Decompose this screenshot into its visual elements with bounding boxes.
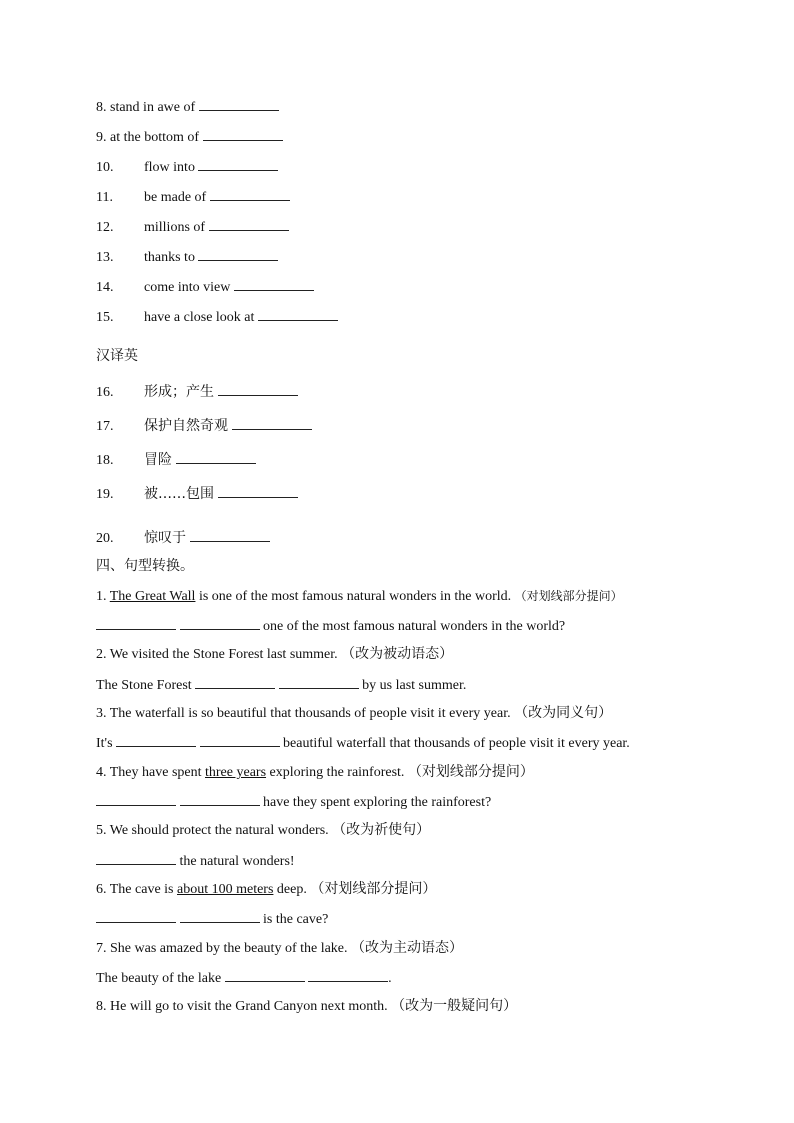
underlined-part: about 100 meters <box>177 882 274 897</box>
answer-blank[interactable] <box>198 157 278 171</box>
phrase-text: thanks to <box>144 250 195 265</box>
question-text: They have spent <box>109 765 202 780</box>
question-number: 8. <box>96 999 107 1014</box>
question-number: 5. <box>96 823 107 838</box>
answer-text: by us last summer. <box>362 678 467 693</box>
phrase-text: be made of <box>144 190 207 205</box>
phrase-item <box>96 484 298 504</box>
underlined-part: The Great Wall <box>109 589 196 604</box>
answer-text: . <box>388 971 392 986</box>
question-3 <box>96 704 612 723</box>
phrase-item <box>96 157 278 177</box>
phrase-text: at the bottom of <box>110 130 200 145</box>
phrase-text: millions of <box>144 220 206 235</box>
underlined-part: three years <box>205 765 267 780</box>
item-number: 8. <box>96 100 107 115</box>
item-number: 17. <box>96 419 114 434</box>
answer-blank[interactable] <box>218 484 298 498</box>
item-number: 13. <box>96 250 114 265</box>
item-number: 11. <box>96 190 113 205</box>
question-number: 6. <box>96 882 107 897</box>
question-text: We visited the Stone Forest last summer. <box>109 647 338 662</box>
instruction: （改为祈使句） <box>332 822 431 838</box>
answer-text: one of the most famous natural wonders in the world? <box>263 619 566 634</box>
phrase-item <box>96 416 312 436</box>
question-text: The waterfall is so beautiful that thousands of people visit it every year. <box>109 706 511 721</box>
answer-blank[interactable] <box>279 675 359 689</box>
answer-blank[interactable] <box>176 450 256 464</box>
answer-blank[interactable] <box>199 97 279 111</box>
answer-blank[interactable] <box>116 733 196 747</box>
phrase-item <box>96 217 289 237</box>
phrase-text: come into view <box>144 280 231 295</box>
answer-blank[interactable] <box>234 277 314 291</box>
answer-blank[interactable] <box>308 968 388 982</box>
question-text: is one of the most famous natural wonders in the world. <box>198 589 512 604</box>
answer-blank[interactable] <box>203 127 283 141</box>
answer-text: beautiful waterfall that thousands of people visit it every year. <box>283 736 630 751</box>
answer-blank[interactable] <box>218 382 298 396</box>
phrase-text: have a close look at <box>144 310 255 325</box>
question-number: 7. <box>96 941 107 956</box>
answer-blank[interactable] <box>180 909 260 923</box>
answer-blank[interactable] <box>96 616 176 630</box>
instruction: （改为同义句） <box>514 705 613 721</box>
item-number: 19. <box>96 487 114 502</box>
question-2 <box>96 645 453 664</box>
phrase-item <box>96 450 256 470</box>
answer-line-5 <box>96 851 295 871</box>
answer-line-4 <box>96 792 491 812</box>
question-4 <box>96 763 534 782</box>
question-8 <box>96 997 517 1016</box>
answer-blank[interactable] <box>180 616 260 630</box>
answer-text: The beauty of the lake <box>96 971 222 986</box>
instruction: （改为主动语态） <box>351 940 464 956</box>
answer-line-7 <box>96 968 392 988</box>
item-number: 20. <box>96 531 114 546</box>
question-text: We should protect the natural wonders. <box>109 823 329 838</box>
answer-line-3 <box>96 733 630 753</box>
item-number: 12. <box>96 220 114 235</box>
section-heading-sentence-transformation: 四、句型转换。 <box>96 558 194 574</box>
question-number: 2. <box>96 647 107 662</box>
item-number: 9. <box>96 130 107 145</box>
answer-text: The Stone Forest <box>96 678 192 693</box>
item-number: 16. <box>96 385 114 400</box>
phrase-item <box>96 127 283 147</box>
phrase-item <box>96 187 290 207</box>
instruction: （改为被动语态） <box>341 646 454 662</box>
answer-line-6 <box>96 909 328 929</box>
item-number: 10. <box>96 160 114 175</box>
question-7 <box>96 939 463 958</box>
instruction: （对划线部分提问） <box>514 589 623 603</box>
phrase-text: 形成；产生 <box>144 384 214 400</box>
phrase-item <box>96 307 338 327</box>
phrase-text: stand in awe of <box>110 100 196 115</box>
answer-text: the natural wonders! <box>179 854 295 869</box>
answer-blank[interactable] <box>225 968 305 982</box>
answer-blank[interactable] <box>96 792 176 806</box>
answer-blank[interactable] <box>258 307 338 321</box>
item-number: 14. <box>96 280 114 295</box>
answer-blank[interactable] <box>195 675 275 689</box>
question-text: She was amazed by the beauty of the lake. <box>110 941 348 956</box>
question-text: The cave is <box>109 882 174 897</box>
answer-line-1 <box>96 616 565 636</box>
question-number: 4. <box>96 765 107 780</box>
answer-text: is the cave? <box>263 912 329 927</box>
answer-blank[interactable] <box>232 416 312 430</box>
instruction: （对划线部分提问） <box>407 764 534 780</box>
phrase-text: flow into <box>144 160 195 175</box>
item-number: 18. <box>96 453 114 468</box>
answer-text: have they spent exploring the rainforest? <box>263 795 492 810</box>
question-6 <box>96 880 436 899</box>
question-1 <box>96 587 623 606</box>
phrase-text: 保护自然奇观 <box>144 418 228 434</box>
question-text: exploring the rainforest. <box>269 765 405 780</box>
instruction: （改为一般疑问句） <box>391 998 518 1014</box>
answer-blank[interactable] <box>190 528 270 542</box>
answer-blank[interactable] <box>198 247 278 261</box>
phrase-item <box>96 247 278 267</box>
phrase-item <box>96 528 270 548</box>
phrase-item <box>96 97 279 117</box>
phrase-text: 惊叹于 <box>144 530 186 546</box>
answer-blank[interactable] <box>210 187 290 201</box>
instruction: （对划线部分提问） <box>310 881 437 897</box>
section-heading-cn-to-en: 汉译英 <box>96 348 138 364</box>
answer-blank[interactable] <box>96 851 176 865</box>
answer-text: It's <box>96 736 113 751</box>
question-5 <box>96 821 430 840</box>
answer-blank[interactable] <box>200 733 280 747</box>
item-number: 15. <box>96 310 114 325</box>
answer-line-2 <box>96 675 466 695</box>
question-text: He will go to visit the Grand Canyon next month. <box>110 999 388 1014</box>
phrase-item <box>96 277 314 297</box>
question-text: deep. <box>276 882 307 897</box>
phrase-item <box>96 382 298 402</box>
answer-blank[interactable] <box>180 792 260 806</box>
phrase-text: 被……包围 <box>144 486 214 502</box>
question-number: 3. <box>96 706 107 721</box>
answer-blank[interactable] <box>96 909 176 923</box>
phrase-text: 冒险 <box>144 452 172 468</box>
question-number: 1. <box>96 589 107 604</box>
answer-blank[interactable] <box>209 217 289 231</box>
